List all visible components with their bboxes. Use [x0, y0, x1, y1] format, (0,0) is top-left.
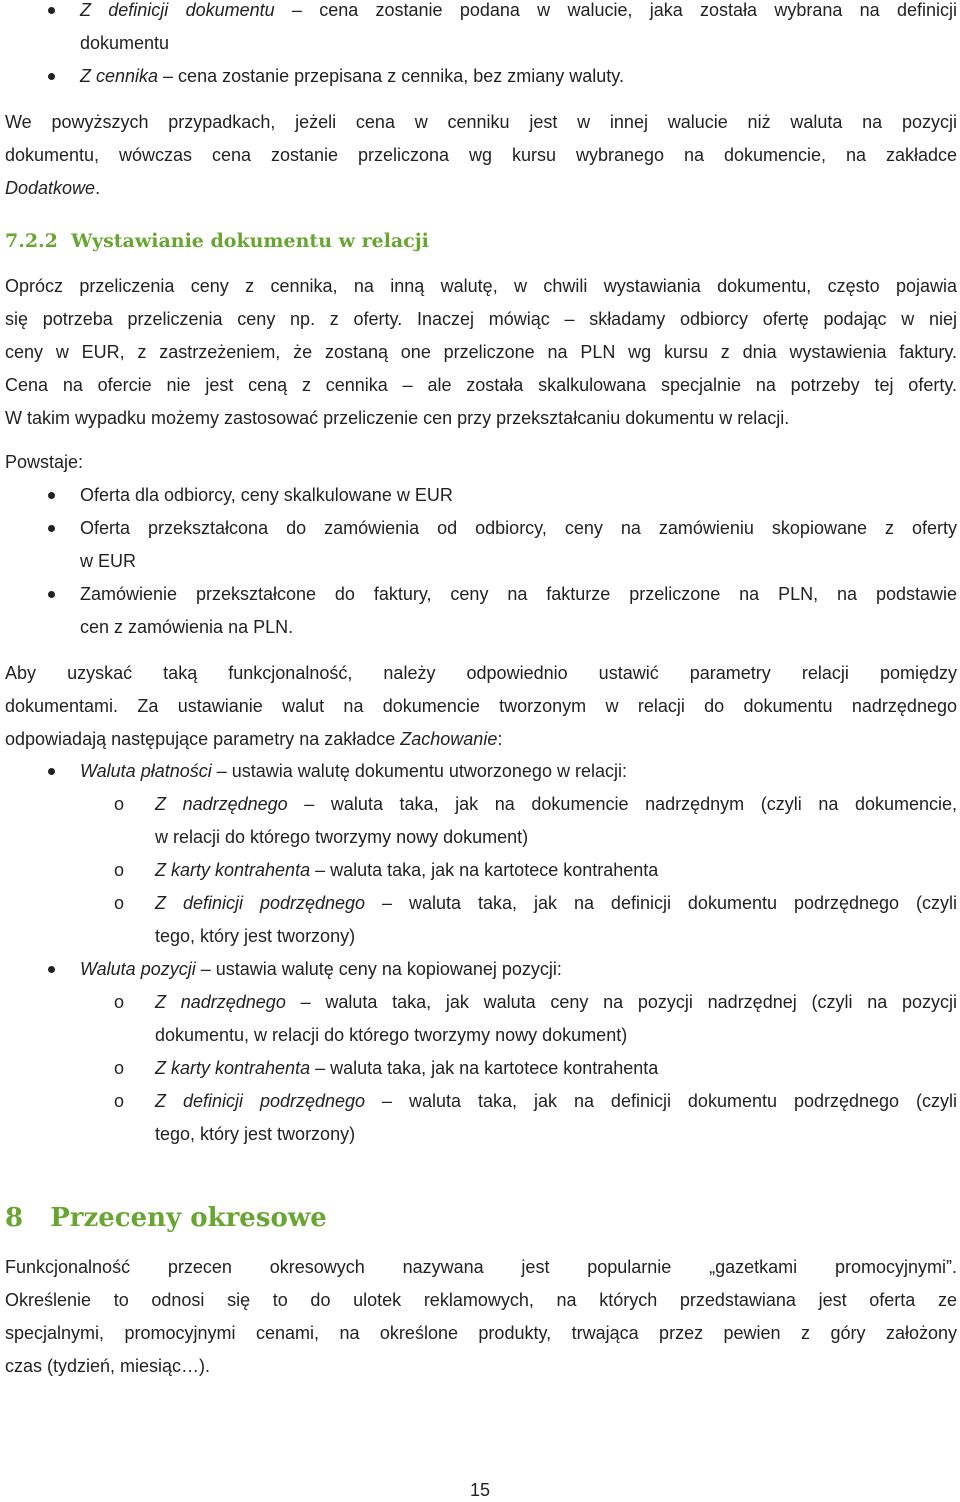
option-name: Z nadrzędnego: [155, 794, 288, 814]
sub-list-item: o Z karty kontrahenta – waluta taka, jak na kartotece kontrahenta: [5, 854, 957, 887]
circle-bullet-icon: o: [114, 992, 125, 1012]
bullet-icon: [5, 578, 80, 611]
paragraph: Oprócz przeliczenia ceny z cennika, na inną walutę, w chwili wystawiania dokumentu, często pojawia się potrzeba przeliczenia ceny np. z oferty. Inaczej mówiąc – składamy odbiorcy ofertę podając w niej ceny w EUR, z zastrzeżeniem, że zostaną one przeliczone na PLN wg kursu z dnia wystawienia faktury. Cena na ofercie nie jest ceną z cennika – ale została skalkulowana specjalnie na potrzeby tej oferty. W takim wypadku możemy zastosować przeliczenie cen przy przekształcaniu dokumentu w relacji.: [5, 276, 957, 428]
sub-list-item: o Z karty kontrahenta – waluta taka, jak na kartotece kontrahenta: [5, 1052, 957, 1085]
sub-list-item: o Z definicji podrzędnego – waluta taka, jak na definicji dokumentu podrzędnego (czyli tego, który jest tworzony): [5, 1085, 957, 1151]
circle-bullet-icon: o: [114, 893, 125, 913]
list-item: Oferta przekształcona do zamówienia od odbiorcy, ceny na zamówieniu skopiowane z oferty w EUR: [5, 512, 957, 578]
paragraph: Funkcjonalność przecen okresowych nazywana jest popularnie „gazetkami promocyjnymi”. Określenie to odnosi się to do ulotek reklamowych, na których przedstawiana jest oferta ze specjalnymi, promocyjnymi cenami, na określone produkty, trwająca przez pewien z góry założony czas (tydzień, miesiąc…).: [5, 1257, 957, 1376]
section-title: Przeceny okresowe: [50, 1203, 327, 1233]
bullet-icon: [5, 512, 80, 545]
parameter-list: [5, 755, 957, 1151]
option-name: Z karty kontrahenta: [155, 860, 311, 880]
option-name: Z definicji podrzędnego: [155, 1091, 366, 1111]
paragraph: Aby uzyskać taką funkcjonalność, należy odpowiednio ustawić parametry relacji pomiędzy dokumentami. Za ustawianie walut na dokumencie tworzonym w relacji do dokumentu nadrzędnego odpowiadają następujące parametry na zakładce Zachowanie:: [5, 663, 957, 749]
bullet-list: [5, 479, 957, 644]
sub-list-item: o Z definicji podrzędnego – waluta taka, jak na definicji dokumentu podrzędnego (czyli tego, który jest tworzony): [5, 887, 957, 953]
circle-bullet-icon: o: [114, 1091, 125, 1111]
sub-list-item: o Z nadrzędnego – waluta taka, jak na dokumencie nadrzędnym (czyli na dokumencie, w relacji do którego tworzymy nowy dokument): [5, 788, 957, 854]
parameter-name: Waluta płatności: [80, 761, 212, 781]
bullet-icon: [5, 60, 80, 93]
option-name: Z definicji podrzędnego: [155, 893, 366, 913]
option-description: – cena zostanie podana w walucie, jaka została wybrana na definicji: [274, 0, 957, 20]
bullet-icon: [5, 0, 80, 27]
page-number: 15: [469, 1480, 491, 1500]
tab-name: Dodatkowe: [5, 178, 96, 198]
list-item: Waluta pozycji – ustawia walutę ceny na kopiowanej pozycji:: [5, 953, 957, 986]
paragraph: Powstaje:: [5, 452, 84, 472]
bullet-icon: [5, 755, 80, 788]
option-name: Z karty kontrahenta: [155, 1058, 311, 1078]
subsection-number: 7.2.2: [5, 230, 58, 252]
circle-bullet-icon: o: [114, 794, 125, 814]
option-description-cont: dokumentu: [80, 33, 170, 53]
subsection-title: Wystawianie dokumentu w relacji: [71, 230, 429, 252]
list-item: Zamówienie przekształcone do faktury, ceny na fakturze przeliczone na PLN, na podstawie cen z zamówienia na PLN.: [5, 578, 957, 644]
circle-bullet-icon: o: [114, 1058, 125, 1078]
circle-bullet-icon: o: [114, 860, 125, 880]
paragraph: We powyższych przypadkach, jeżeli cena w cenniku jest w innej walucie niż waluta na pozycji dokumentu, wówczas cena zostanie przeliczona wg kursu wybranego na dokumencie, na zakładce Dodatkowe.: [5, 112, 957, 198]
option-description: – cena zostanie przepisana z cennika, bez zmiany waluty.: [158, 66, 624, 86]
list-item: [5, 0, 957, 60]
parameter-name: Waluta pozycji: [80, 959, 196, 979]
subsection-heading: [5, 226, 429, 256]
bullet-icon: [5, 479, 80, 512]
section-number: 8: [5, 1203, 24, 1233]
sub-list-item: o Z nadrzędnego – waluta taka, jak waluta ceny na pozycji nadrzędnej (czyli na pozycji dokumentu, w relacji do którego tworzymy nowy dokument): [5, 986, 957, 1052]
list-item: Waluta płatności – ustawia walutę dokumentu utworzonego w relacji:: [5, 755, 957, 788]
list-item: Oferta dla odbiorcy, ceny skalkulowane w EUR: [5, 479, 957, 512]
top-bullet-list: [5, 0, 957, 93]
section-heading: [5, 1198, 327, 1238]
bullet-icon: [5, 953, 80, 986]
list-item: [5, 60, 957, 93]
tab-name: Zachowanie: [400, 729, 498, 749]
option-name: Z definicji dokumentu: [80, 0, 275, 20]
option-name: Z cennika: [80, 66, 159, 86]
option-name: Z nadrzędnego: [155, 992, 286, 1012]
